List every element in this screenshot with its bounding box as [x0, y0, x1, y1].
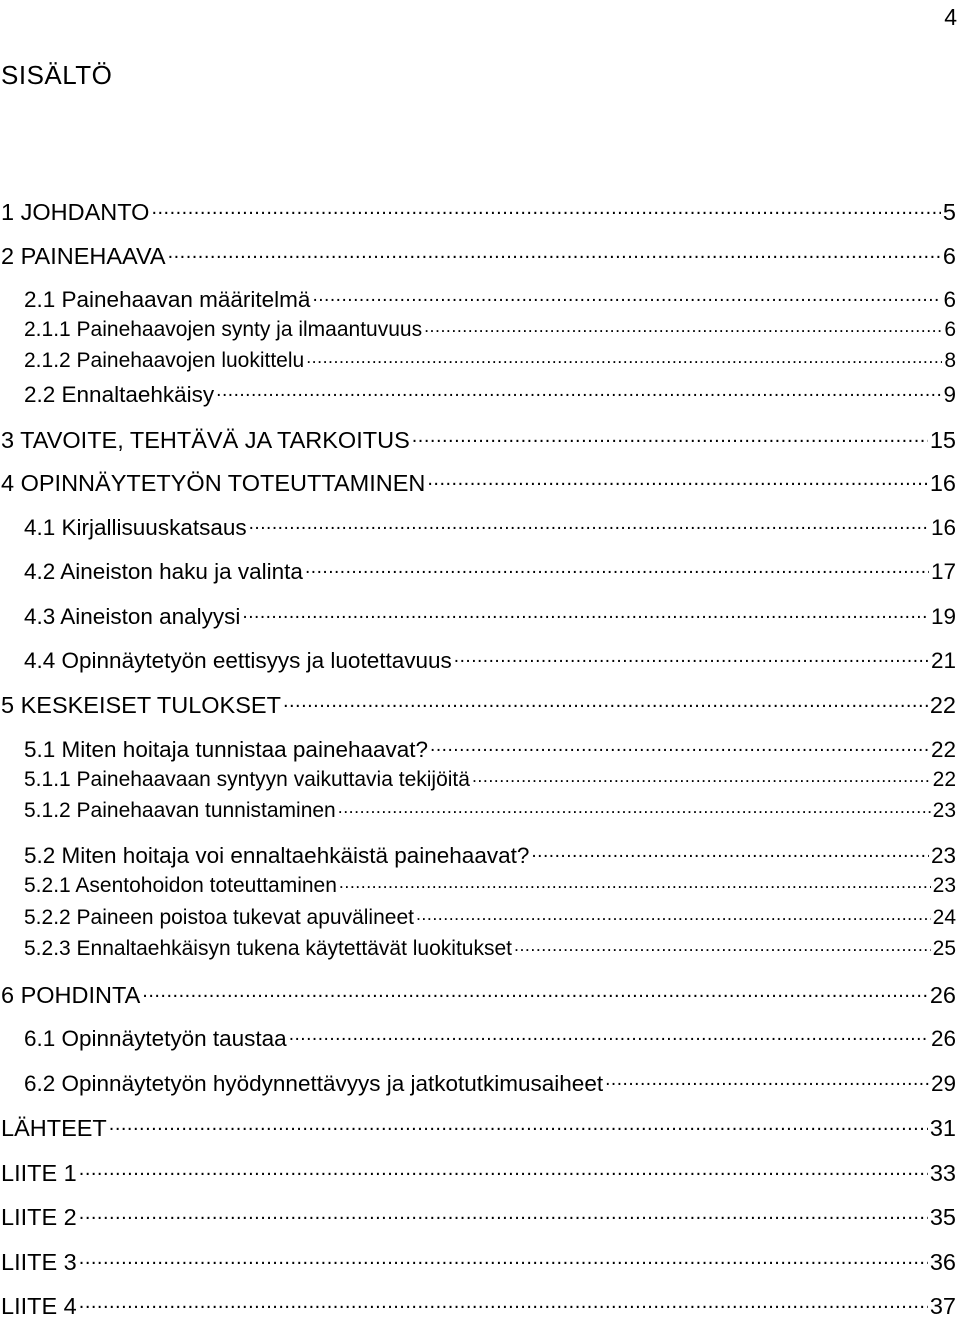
- toc-entry-page: 16: [930, 514, 956, 540]
- toc-entry-page: 29: [930, 1070, 956, 1096]
- toc-entry-page: 37: [929, 1292, 956, 1319]
- toc-entry[interactable]: [1, 240, 956, 270]
- toc-entry-title: 4.3 Aineiston analyysi: [24, 603, 241, 629]
- page-title: SISÄLTÖ: [1, 60, 113, 90]
- toc-entry[interactable]: [1, 467, 956, 497]
- toc-entry-page: 6: [943, 286, 956, 312]
- toc-dot-leader: [79, 1201, 928, 1225]
- toc-dot-leader: [305, 556, 929, 579]
- toc-entry-page: 23: [930, 842, 956, 868]
- toc-dot-leader: [109, 1112, 928, 1136]
- toc-dot-leader: [216, 379, 941, 402]
- toc-dot-leader: [312, 284, 941, 307]
- toc-dot-leader: [514, 934, 931, 955]
- toc-entry[interactable]: [24, 934, 956, 964]
- toc-entry-title: 4.1 Kirjallisuuskatsaus: [24, 514, 247, 540]
- toc-dot-leader: [430, 734, 929, 757]
- toc-entry-title: 1 JOHDANTO: [1, 198, 150, 225]
- toc-entry-page: 6: [942, 242, 956, 269]
- toc-entry[interactable]: [24, 796, 956, 826]
- toc-entry[interactable]: [24, 871, 956, 901]
- toc-dot-leader: [289, 1023, 929, 1046]
- toc-entry-title: 2.2 Ennaltaehkäisy: [24, 381, 215, 407]
- toc-entry-page: 25: [932, 937, 956, 960]
- toc-dot-leader: [242, 601, 929, 624]
- toc-dot-leader: [283, 689, 928, 713]
- toc-entry-title: 6.1 Opinnäytetyön taustaa: [24, 1025, 287, 1051]
- toc-dot-leader: [424, 315, 942, 336]
- toc-entry[interactable]: [1, 1201, 956, 1231]
- toc-entry-page: 26: [929, 981, 956, 1008]
- toc-entry-title: 5.2.1 Asentohoidon toteuttaminen: [24, 874, 337, 897]
- toc-entry-title: 5.1 Miten hoitaja tunnistaa painehaavat?: [24, 736, 429, 762]
- toc-entry-page: 22: [929, 691, 956, 718]
- toc-entry-page: 9: [943, 381, 956, 407]
- toc-entry-title: 2.1 Painehaavan määritelmä: [24, 286, 311, 312]
- toc-entry-title: 4.4 Opinnäytetyön eettisyys ja luotettavuus: [24, 647, 452, 673]
- toc-dot-leader: [427, 467, 928, 491]
- toc-entry[interactable]: [24, 315, 956, 345]
- toc-entry-title: 4 OPINNÄYTETYÖN TOTEUTTAMINEN: [1, 469, 426, 496]
- toc-entry-page: 22: [930, 736, 956, 762]
- toc-dot-leader: [151, 196, 940, 220]
- toc-entry[interactable]: [24, 1068, 956, 1098]
- toc-entry-page: 22: [932, 768, 956, 791]
- toc-entry-title: 5.2.2 Paineen poistoa tukevat apuvälineet: [24, 906, 414, 929]
- toc-entry-page: 17: [930, 558, 956, 584]
- toc-entry-title: 4.2 Aineiston haku ja valinta: [24, 558, 303, 584]
- toc-entry-page: 33: [929, 1159, 956, 1186]
- toc-entry-page: 5: [942, 198, 956, 225]
- toc-entry[interactable]: [1, 1246, 956, 1276]
- toc-dot-leader: [416, 903, 931, 924]
- toc-dot-leader: [249, 512, 929, 535]
- toc-entry-page: 15: [929, 426, 956, 453]
- toc-dot-leader: [605, 1068, 929, 1091]
- toc-entry-page: 36: [929, 1248, 956, 1275]
- toc-dot-leader: [412, 424, 928, 448]
- toc-entry-title: LIITE 4: [1, 1292, 77, 1319]
- toc-entry-page: 24: [932, 906, 956, 929]
- toc-entry[interactable]: [24, 645, 956, 675]
- toc-entry-title: 5.1.2 Painehaavan tunnistaminen: [24, 799, 336, 822]
- toc-dot-leader: [531, 840, 929, 863]
- toc-entry-title: 2 PAINEHAAVA: [1, 242, 166, 269]
- toc-entry-title: 2.1.1 Painehaavojen synty ja ilmaantuvuus: [24, 318, 423, 341]
- toc-entry[interactable]: [1, 1112, 956, 1142]
- toc-entry-title: LIITE 3: [1, 1248, 77, 1275]
- toc-entry[interactable]: [24, 840, 956, 870]
- toc-entry[interactable]: [1, 1157, 956, 1187]
- toc-entry[interactable]: [24, 556, 956, 586]
- toc-entry[interactable]: [1, 979, 956, 1009]
- toc-dot-leader: [79, 1290, 928, 1314]
- toc-entry-page: 23: [932, 874, 956, 897]
- toc-entry[interactable]: [1, 1290, 956, 1320]
- toc-entry-title: LÄHTEET: [1, 1114, 107, 1141]
- toc-entry[interactable]: [24, 379, 956, 409]
- toc-dot-leader: [306, 346, 942, 367]
- toc-dot-leader: [454, 645, 929, 668]
- toc-entry[interactable]: [1, 424, 956, 454]
- toc-dot-leader: [79, 1157, 928, 1181]
- toc-dot-leader: [168, 240, 941, 264]
- toc-dot-leader: [142, 979, 928, 1003]
- toc-entry-page: 19: [930, 603, 956, 629]
- toc-entry-title: 3 TAVOITE, TEHTÄVÄ JA TARKOITUS: [1, 426, 410, 453]
- toc-entry[interactable]: [24, 903, 956, 933]
- toc-entry-title: 5.2 Miten hoitaja voi ennaltaehkäistä painehaavat?: [24, 842, 530, 868]
- toc-entry-page: 35: [929, 1203, 956, 1230]
- page-number: 4: [944, 4, 957, 30]
- toc-dot-leader: [472, 765, 931, 786]
- toc-entry-title: 5.2.3 Ennaltaehkäisyn tukena käytettävät luokitukset: [24, 937, 512, 960]
- toc-entry-title: 5 KESKEISET TULOKSET: [1, 691, 281, 718]
- toc-entry-page: 8: [944, 349, 956, 372]
- toc-entry-page: 31: [929, 1114, 956, 1141]
- toc-entry[interactable]: [24, 512, 956, 542]
- toc-entry-page: 6: [944, 318, 956, 341]
- toc-entry[interactable]: [24, 1023, 956, 1053]
- toc-entry-title: LIITE 2: [1, 1203, 77, 1230]
- toc-entry-page: 16: [929, 469, 956, 496]
- toc-entry-title: 6.2 Opinnäytetyön hyödynnettävyys ja jatkotutkimusaiheet: [24, 1070, 604, 1096]
- toc-entry[interactable]: [24, 284, 956, 314]
- toc-dot-leader: [338, 796, 931, 817]
- toc-entry[interactable]: [24, 601, 956, 631]
- toc-entry[interactable]: [1, 196, 956, 226]
- toc-entry[interactable]: [24, 346, 956, 376]
- toc-entry-title: LIITE 1: [1, 1159, 77, 1186]
- toc-entry-title: 5.1.1 Painehaavaan syntyyn vaikuttavia tekijöitä: [24, 768, 470, 791]
- toc-entry[interactable]: [24, 765, 956, 795]
- toc-entry[interactable]: [1, 689, 956, 719]
- toc-entry-page: 23: [932, 799, 956, 822]
- toc-entry-title: 2.1.2 Painehaavojen luokittelu: [24, 349, 305, 372]
- toc-dot-leader: [79, 1246, 928, 1270]
- toc-entry-title: 6 POHDINTA: [1, 981, 141, 1008]
- toc-entry-page: 21: [930, 647, 956, 673]
- toc-entry-page: 26: [930, 1025, 956, 1051]
- toc-dot-leader: [339, 871, 931, 892]
- toc-entry[interactable]: [24, 734, 956, 764]
